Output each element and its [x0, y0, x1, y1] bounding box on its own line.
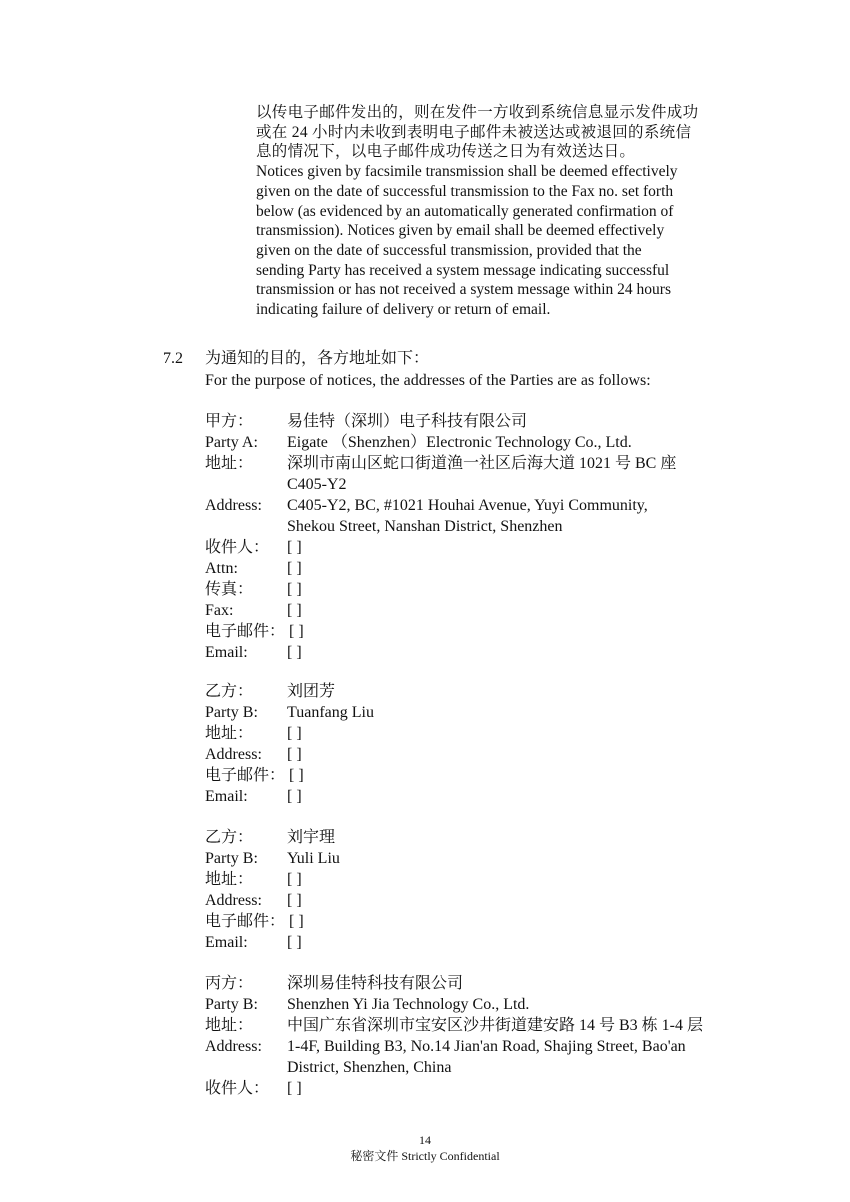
paragraph-en-line: sending Party has received a system message indicating successful	[256, 261, 670, 279]
paragraph-en-line: given on the date of successful transmission to the Fax no. set forth	[256, 182, 674, 200]
confidential-footer: 秘密文件 Strictly Confidential	[350, 1149, 500, 1163]
field-value: [ ]	[287, 602, 302, 619]
party-row	[205, 453, 735, 495]
party-b-block-2	[205, 827, 735, 953]
page-number: 14	[419, 1133, 431, 1147]
paragraph-en-line: transmission). Notices given by email shall be deemed effectively	[256, 222, 665, 240]
party-row	[205, 621, 735, 642]
paragraph-en-line: given on the date of successful transmission, provided that the	[256, 241, 642, 259]
field-value: [ ]	[287, 560, 302, 577]
field-value-line: C405-Y2	[287, 476, 347, 493]
party-row	[205, 869, 735, 890]
party-row	[205, 827, 735, 848]
field-label: 电子邮件：	[205, 767, 286, 784]
field-label: Address:	[205, 746, 262, 763]
field-value: [ ]	[287, 581, 302, 598]
field-label: 收件人：	[205, 1080, 270, 1097]
section-title-cn: 为通知的目的，各方地址如下：	[205, 350, 430, 367]
party-row	[205, 432, 735, 453]
field-label: Party B:	[205, 850, 258, 867]
field-label: 电子邮件：	[205, 913, 286, 930]
party-a-block	[205, 411, 735, 663]
party-row	[205, 744, 735, 765]
field-value: 易佳特（深圳）电子科技有限公司	[287, 413, 528, 430]
party-row	[205, 681, 735, 702]
field-value: [ ]	[287, 644, 302, 661]
paragraph-en-line: indicating failure of delivery or return of email.	[256, 301, 551, 319]
field-value-line: District, Shenzhen, China	[287, 1059, 452, 1076]
section-title-en: For the purpose of notices, the addresses of the Parties are as follows:	[205, 372, 651, 389]
field-label: 甲方：	[205, 413, 254, 430]
party-row	[205, 642, 735, 663]
field-value: [ ]	[289, 913, 304, 930]
field-label: 乙方：	[205, 683, 254, 700]
field-value-line: C405-Y2, BC, #1021 Houhai Avenue, Yuyi Community,	[287, 497, 648, 514]
field-value-line: 1-4F, Building B3, No.14 Jian'an Road, Shajing Street, Bao'an	[287, 1038, 686, 1055]
field-label: Address:	[205, 892, 262, 909]
field-label: Party B:	[205, 704, 258, 721]
field-value: [ ]	[287, 725, 302, 742]
field-label: Party A:	[205, 434, 258, 451]
field-label: Email:	[205, 644, 248, 661]
field-label: 电子邮件：	[205, 623, 286, 640]
field-value: [ ]	[287, 871, 302, 888]
field-value	[287, 1036, 735, 1078]
paragraph-cn-line: 息的情况下，以电子邮件成功传送之日为有效送达日。	[256, 143, 636, 161]
field-label: Fax:	[205, 602, 234, 619]
party-b-block-1	[205, 681, 735, 807]
paragraph-en-line: Notices given by facsimile transmission shall be deemed effectively	[256, 163, 678, 181]
party-row	[205, 1015, 735, 1036]
field-label: 收件人：	[205, 539, 270, 556]
field-value: 中国广东省深圳市宝安区沙井街道建安路 14 号 B3 栋 1-4 层	[287, 1017, 704, 1034]
field-value: [ ]	[289, 623, 304, 640]
party-row	[205, 1078, 735, 1099]
field-value: [ ]	[287, 892, 302, 909]
party-row	[205, 1036, 735, 1078]
field-label: 传真：	[205, 581, 254, 598]
paragraph-cn-line: 以传电子邮件发出的，则在发件一方收到系统信息显示发件成功	[256, 104, 699, 121]
party-c-block	[205, 973, 735, 1099]
party-row	[205, 702, 735, 723]
party-row	[205, 411, 735, 432]
field-value: Yuli Liu	[287, 850, 340, 867]
field-label: Party B:	[205, 996, 258, 1013]
party-row	[205, 911, 735, 932]
party-row	[205, 765, 735, 786]
party-row	[205, 994, 735, 1015]
party-row	[205, 495, 735, 537]
field-label: Email:	[205, 934, 248, 951]
field-value: [ ]	[289, 767, 304, 784]
field-value: [ ]	[287, 746, 302, 763]
party-row	[205, 558, 735, 579]
field-value	[287, 495, 735, 537]
party-row	[205, 890, 735, 911]
field-value: 刘宇理	[287, 829, 336, 846]
field-label: Email:	[205, 788, 248, 805]
section-number: 7.2	[163, 350, 183, 367]
field-label: 地址：	[205, 1017, 254, 1034]
paragraph-en-line: transmission or has not received a system message within 24 hours	[256, 281, 671, 299]
party-row	[205, 973, 735, 994]
party-row	[205, 848, 735, 869]
field-label: 地址：	[205, 455, 254, 472]
field-value: [ ]	[287, 788, 302, 805]
party-row	[205, 786, 735, 807]
field-value: [ ]	[287, 934, 302, 951]
field-label: 地址：	[205, 725, 254, 742]
field-value-line: Shekou Street, Nanshan District, Shenzhen	[287, 518, 563, 535]
field-value: [ ]	[287, 539, 302, 556]
field-label: 乙方：	[205, 829, 254, 846]
field-value: [ ]	[287, 1080, 302, 1097]
field-value: 刘团芳	[287, 683, 336, 700]
party-row	[205, 537, 735, 558]
paragraph-cn-line: 或在 24 小时内未收到表明电子邮件未被送达或被退回的系统信	[256, 123, 692, 141]
field-value: Tuanfang Liu	[287, 704, 374, 721]
field-label: 丙方：	[205, 975, 254, 992]
field-value: Eigate （Shenzhen）Electronic Technology Co., Ltd.	[287, 434, 632, 451]
field-label: Address:	[205, 497, 262, 514]
field-value-line: 深圳市南山区蛇口街道渔一社区后海大道 1021 号 BC 座	[287, 455, 677, 472]
field-label: 地址：	[205, 871, 254, 888]
party-row	[205, 600, 735, 621]
field-label: Address:	[205, 1038, 262, 1055]
paragraph-en-line: below (as evidenced by an automatically generated confirmation of	[256, 202, 674, 220]
field-value	[287, 453, 735, 495]
field-value: 深圳易佳特科技有限公司	[287, 975, 464, 992]
party-row	[205, 579, 735, 600]
party-row	[205, 723, 735, 744]
party-row	[205, 932, 735, 953]
notice-paragraph	[256, 103, 728, 320]
field-label: Attn:	[205, 560, 238, 577]
field-value: Shenzhen Yi Jia Technology Co., Ltd.	[287, 996, 530, 1013]
